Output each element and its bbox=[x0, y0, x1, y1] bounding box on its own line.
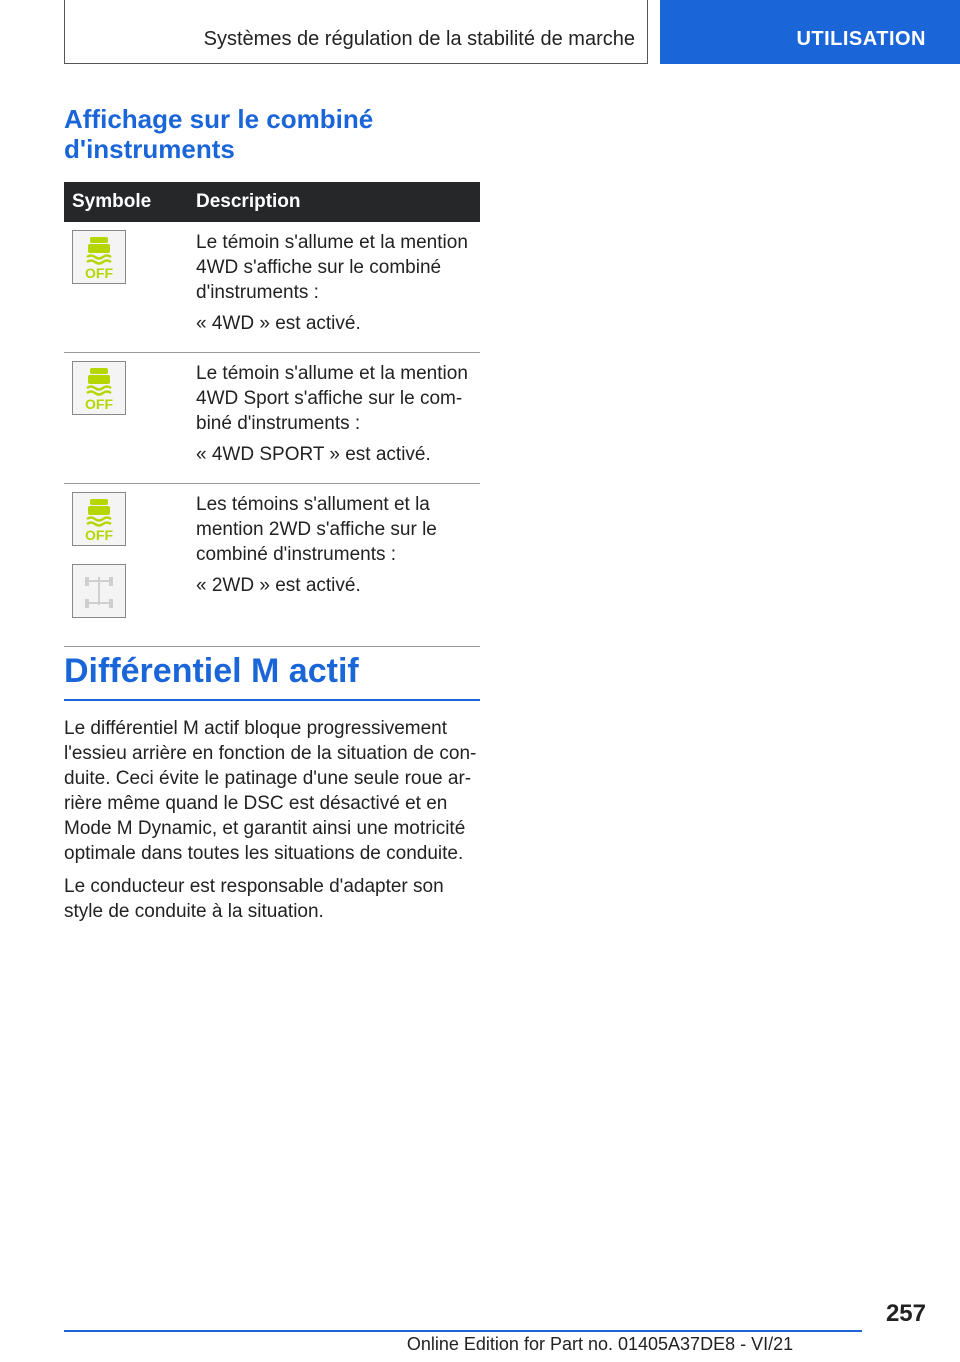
header-section-label: UTILISATION bbox=[796, 28, 926, 50]
section-title: Affichage sur le combiné d'instruments bbox=[64, 104, 374, 164]
svg-text:OFF: OFF bbox=[85, 265, 113, 281]
row-result: « 2WD » est activé. bbox=[196, 575, 361, 596]
paragraph: Le différentiel M actif bloque progressivement l'essieu arrière en fonction de la situation de conduite. Ceci évite le patinage d'une seule roue arrière même quand le DSC est désactivé et en Mode M Dynamic, et garantit ainsi une motricité optimale dans toutes les situations de conduite. bbox=[64, 718, 477, 864]
2wd-drivetrain-icon bbox=[72, 564, 126, 618]
svg-text:OFF: OFF bbox=[85, 527, 113, 543]
header-section-tab bbox=[660, 0, 960, 64]
footer-divider bbox=[64, 1330, 862, 1332]
body-text bbox=[64, 716, 480, 932]
header-title: Systèmes de régulation de la stabilité de marche bbox=[203, 28, 635, 50]
row-result: « 4WD » est activé. bbox=[196, 313, 361, 334]
table-header-description: Description bbox=[188, 182, 480, 222]
4wd-off-indicator-icon bbox=[72, 230, 126, 284]
table-row bbox=[64, 484, 480, 647]
4wd-off-indicator-icon bbox=[72, 492, 126, 546]
svg-text:OFF: OFF bbox=[85, 396, 113, 412]
row-result: « 4WD SPORT » est activé. bbox=[196, 444, 431, 465]
footer-edition: Online Edition for Part no. 01405A37DE8 - VI/21 bbox=[406, 1334, 794, 1354]
chapter-title: Différentiel M actif bbox=[64, 652, 480, 701]
row-description: Les témoins s'allument et la mention 2WD s'affiche sur le combiné d'instruments : bbox=[196, 494, 437, 565]
row-description: Le témoin s'allume et la mention 4WD s'affiche sur le combiné d'instruments : bbox=[196, 232, 468, 303]
header-box bbox=[64, 0, 648, 64]
paragraph: Le conducteur est responsable d'adapter son style de conduite à la situation. bbox=[64, 876, 444, 922]
table-row bbox=[64, 222, 480, 353]
page-number: 257 bbox=[885, 1300, 926, 1327]
table-header-symbol: Symbole bbox=[64, 182, 188, 222]
symbol-table bbox=[64, 182, 480, 647]
row-description: Le témoin s'allume et la mention 4WD Sport s'affiche sur le combiné d'instruments : bbox=[196, 363, 468, 434]
table-row bbox=[64, 353, 480, 484]
4wd-off-indicator-icon bbox=[72, 361, 126, 415]
